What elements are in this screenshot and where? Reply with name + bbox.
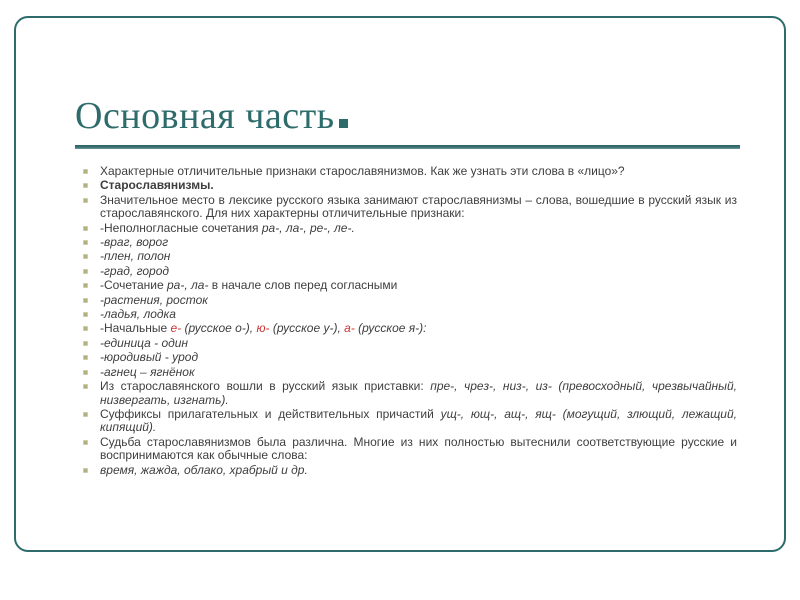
text-run: -Начальные bbox=[100, 321, 171, 336]
text-run: Судьба старославянизмов была различна. Многие из них полностью вытеснили соответствующие русские и воспринимаются как обычные слова: bbox=[100, 434, 737, 463]
bullet-icon bbox=[83, 240, 88, 245]
text-run: Суффиксы прилагательных и действительных причастий bbox=[100, 406, 441, 421]
list-item bbox=[75, 179, 737, 192]
bullet-icon bbox=[83, 183, 88, 188]
list-item bbox=[75, 351, 737, 364]
list-item bbox=[75, 265, 737, 278]
text-run: -враг, ворог bbox=[100, 235, 169, 250]
bullet-icon bbox=[83, 370, 88, 375]
list-item bbox=[75, 408, 737, 435]
text-run: -Неполногласные сочетания bbox=[100, 220, 262, 235]
bullet-icon bbox=[83, 468, 88, 473]
list-item bbox=[75, 250, 737, 263]
bullet-icon bbox=[83, 440, 88, 445]
list-item bbox=[75, 308, 737, 321]
bullet-icon bbox=[83, 341, 88, 346]
bullet-icon bbox=[83, 198, 88, 203]
bullet-icon bbox=[83, 355, 88, 360]
bullet-icon bbox=[83, 412, 88, 417]
text-run: а- bbox=[344, 321, 355, 336]
bullet-icon bbox=[83, 226, 88, 231]
text-run: Характерные отличительные признаки старославянизмов. Как же узнать эти слова в «лицо»? bbox=[100, 164, 625, 178]
list-item bbox=[75, 337, 737, 350]
title-square-period bbox=[339, 119, 348, 128]
text-run: (русское о-), bbox=[181, 321, 257, 336]
text-run: ра-, ла-, ре-, ле-. bbox=[261, 220, 355, 235]
text-run: (русское у-), bbox=[269, 321, 345, 336]
text-run: время, жажда, облако, храбрый и др. bbox=[100, 462, 308, 477]
text-run: ра-, ла- bbox=[166, 278, 209, 293]
text-run: е- bbox=[170, 321, 182, 336]
text-run: -агнец – ягнёнок bbox=[100, 364, 195, 379]
text-run: -ладья, лодка bbox=[100, 307, 176, 322]
text-run: пре-, чрез-, низ-, из- (превосходный, чрезвычайный, низвергать, изгнать). bbox=[100, 379, 737, 407]
list-item bbox=[75, 380, 737, 407]
text-run: -град, город bbox=[100, 263, 169, 278]
bullet-icon bbox=[83, 254, 88, 259]
text-run: Из старославянского вошли в русский язык приставки: bbox=[100, 379, 431, 394]
title-underline-rule bbox=[75, 145, 740, 149]
text-run: в начале слов перед согласными bbox=[208, 278, 398, 293]
bullet-icon bbox=[83, 283, 88, 288]
text-run: -растения, росток bbox=[100, 292, 208, 307]
text-run: (русское я-): bbox=[354, 321, 427, 336]
bullet-icon bbox=[83, 298, 88, 303]
text-run: -юродивый - урод bbox=[100, 350, 199, 365]
bullet-list bbox=[75, 165, 737, 478]
text-run: -единица - один bbox=[100, 335, 189, 350]
list-item bbox=[75, 464, 737, 477]
list-item bbox=[75, 165, 737, 178]
text-run: Значительное место в лексике русского языка занимают старославянизмы – слова, вошедшие в русский язык из старославянского. Для них характерны отличительные признаки: bbox=[100, 192, 737, 221]
text-run: Старославянизмы. bbox=[100, 178, 214, 193]
bullet-icon bbox=[83, 269, 88, 274]
text-run: -Сочетание bbox=[100, 278, 167, 293]
text-run: ущ-, ющ-, ащ-, ящ- (могущий, злющий, лежащий, кипящий). bbox=[100, 406, 737, 435]
list-item bbox=[75, 194, 737, 221]
text-run: ю- bbox=[256, 321, 270, 336]
list-item bbox=[75, 322, 737, 335]
list-item bbox=[75, 222, 737, 235]
list-item bbox=[75, 366, 737, 379]
list-item bbox=[75, 279, 737, 292]
bullet-icon bbox=[83, 384, 88, 389]
slide-title-text: Основная часть bbox=[75, 95, 335, 137]
bullet-icon bbox=[83, 312, 88, 317]
bullet-icon bbox=[83, 326, 88, 331]
slide-title bbox=[75, 94, 348, 138]
text-run: -плен, полон bbox=[100, 249, 171, 264]
list-item bbox=[75, 236, 737, 249]
list-item bbox=[75, 294, 737, 307]
list-item bbox=[75, 436, 737, 463]
bullet-icon bbox=[83, 169, 88, 174]
